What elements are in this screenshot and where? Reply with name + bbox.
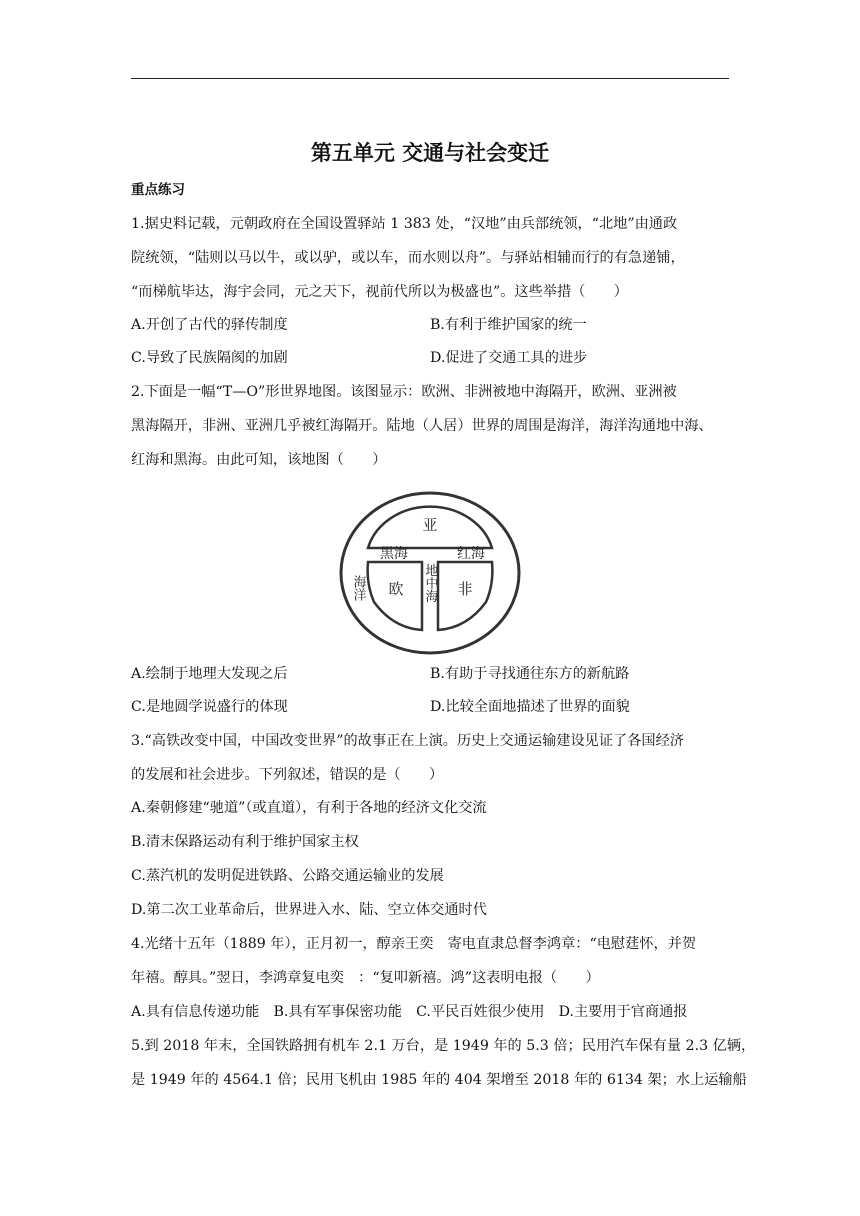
map-label-europe: 欧 bbox=[388, 580, 404, 598]
q5-line-1: 5.到 2018 年末，全国铁路拥有机车 2.1 万台，是 1949 年的 5.3 倍；民用汽车保有量 2.3 亿辆， bbox=[131, 1038, 756, 1054]
map-label-africa: 非 bbox=[457, 580, 473, 598]
q2-line-1: 2.下面是一幅“T—O”形世界地图。该图显示：欧洲、非洲被地中海隔开，欧洲、亚洲被 bbox=[131, 384, 677, 400]
q1-option-d: D.促进了交通工具的进步 bbox=[430, 350, 588, 366]
q1-option-a: A.开创了古代的驿传制度 bbox=[131, 317, 288, 333]
q2-line-2: 黑海隔开，非洲、亚洲几乎被红海隔开。陆地（人居）世界的周围是海洋，海洋沟通地中海、 bbox=[131, 418, 713, 434]
map-label-asia: 亚 bbox=[422, 516, 438, 534]
q2-option-b: B.有助于寻找通往东方的新航路 bbox=[430, 666, 630, 682]
q3-option-d: D.第二次工业革命后，世界进入水、陆、空立体交通时代 bbox=[131, 902, 487, 918]
map-label-ocean: 海洋 bbox=[350, 575, 366, 601]
map-label-red-sea: 红海 bbox=[457, 546, 485, 562]
section-heading: 重点练习 bbox=[131, 182, 185, 198]
q5-line-2: 是 1949 年的 4564.1 倍；民用飞机由 1985 年的 404 架增至 2018 年的 6134 架；水上运输船 bbox=[131, 1072, 747, 1088]
t-o-world-map bbox=[338, 490, 522, 656]
q4-line-1: 4.光绪十五年（1889 年），正月初一，醇亲王奕 寄电直隶总督李鸿章：“电慰莛怀，并贺 bbox=[131, 936, 697, 952]
q3-line-1: 3.“高铁改变中国，中国改变世界”的故事正在上演。历史上交通运输建设见证了各国经济 bbox=[131, 733, 684, 749]
header-rule bbox=[131, 78, 729, 79]
q3-option-b: B.清末保路运动有利于维护国家主权 bbox=[131, 834, 359, 850]
q2-option-d: D.比较全面地描述了世界的面貌 bbox=[430, 699, 630, 715]
q2-option-c: C.是地圆学说盛行的体现 bbox=[131, 699, 288, 715]
q1-line-3: “而梯航毕达，海宇会同，元之天下，视前代所以为极盛也”。这些举措（ ） bbox=[131, 284, 628, 300]
q2-option-a: A.绘制于地理大发现之后 bbox=[131, 666, 288, 682]
q3-option-c: C.蒸汽机的发明促进铁路、公路交通运输业的发展 bbox=[131, 868, 444, 884]
q3-option-a: A.秦朝修建“驰道”（或直道），有利于各地的经济文化交流 bbox=[131, 800, 487, 816]
q1-line-2: 院统领，“陆则以马以牛，或以驴，或以车，而水则以舟”。与驿站相辅而行的有急递铺， bbox=[131, 250, 685, 266]
q1-line-1: 1.据史料记载，元朝政府在全国设置驿站 1 383 处，“汉地”由兵部统领，“北地”由通政 bbox=[131, 216, 678, 232]
page-title: 第五单元 交通与社会变迁 bbox=[310, 141, 550, 165]
q4-line-2: 年禧。醇具。”翌日，李鸿章复电奕 ：“复叩新禧。鸿”这表明电报（ ） bbox=[131, 970, 600, 986]
q4-options: A.具有信息传递功能 B.具有军事保密功能 C.平民百姓很少使用 D.主要用于官商通报 bbox=[131, 1004, 688, 1020]
map-label-black-sea: 黑海 bbox=[380, 546, 408, 562]
map-label-mediterranean: 地中海 bbox=[422, 563, 438, 603]
q2-line-3: 红海和黑海。由此可知，该地图（ ） bbox=[131, 452, 387, 468]
q1-option-c: C.导致了民族隔阂的加剧 bbox=[131, 350, 288, 366]
q3-line-2: 的发展和社会进步。下列叙述，错误的是（ ） bbox=[131, 767, 444, 783]
q1-option-b: B.有利于维护国家的统一 bbox=[430, 317, 587, 333]
